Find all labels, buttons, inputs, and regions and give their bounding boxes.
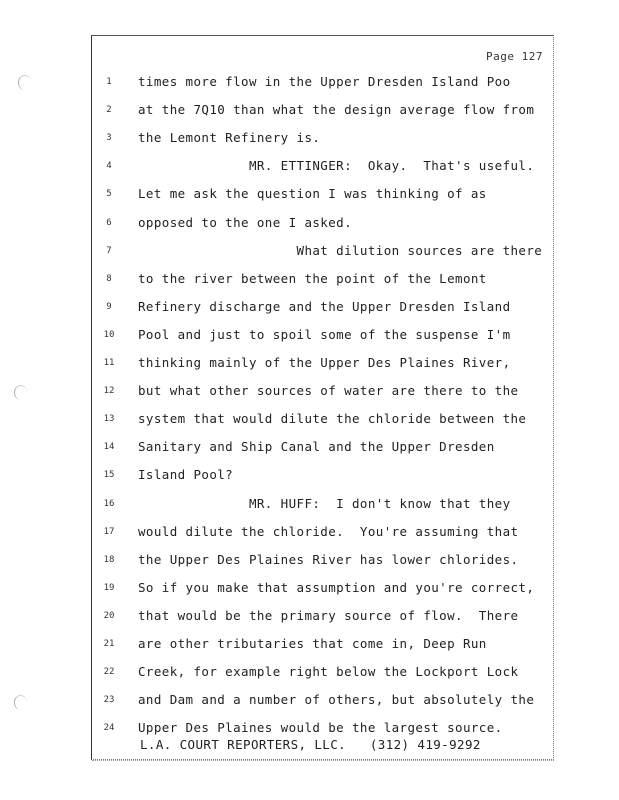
line-number: 3: [106, 133, 112, 144]
line-text: So if you make that assumption and you're correct,: [138, 579, 535, 595]
page-edge: [92, 760, 554, 764]
transcript-line: [92, 580, 555, 600]
line-number: 1: [106, 77, 112, 87]
line-number: 21: [103, 639, 115, 649]
transcript-line: [92, 102, 555, 122]
line-number: 23: [103, 695, 115, 706]
line-text: would dilute the chloride. You're assuming that: [138, 523, 519, 539]
line-text: Refinery discharge and the Upper Dresden Island: [138, 298, 511, 314]
punch-hole-top: [18, 75, 31, 90]
line-number: 4: [106, 161, 112, 172]
transcript-line: [92, 552, 555, 572]
line-text: the Upper Des Plaines River has lower chlorides.: [138, 551, 519, 567]
line-text: times more flow in the Upper Dresden Island Poo: [138, 74, 511, 89]
line-text: What dilution sources are there: [138, 242, 543, 258]
line-text: are other tributaries that come in, Deep Run: [138, 636, 487, 651]
line-number: 19: [103, 582, 115, 593]
line-number: 2: [106, 105, 112, 116]
line-text: thinking mainly of the Upper Des Plaines River,: [138, 355, 511, 370]
transcript-line: [92, 496, 555, 516]
line-number: 16: [103, 498, 115, 509]
transcript-line: [92, 467, 555, 487]
line-text: but what other sources of water are there to the: [138, 383, 519, 399]
reporter-footer: L.A. COURT REPORTERS, LLC. (312) 419-9292: [140, 737, 481, 752]
line-number: 8: [106, 273, 112, 284]
line-text: Upper Des Plaines would be the largest source.: [138, 720, 503, 736]
line-number: 20: [103, 610, 115, 621]
transcript-line: [92, 355, 555, 375]
line-number: 18: [103, 554, 115, 565]
line-number: 7: [106, 245, 112, 256]
line-text: Creek, for example right below the Lockport Lock: [138, 664, 519, 680]
page-number: Page 127: [486, 50, 543, 63]
transcript-line: [92, 383, 555, 403]
line-number: 11: [103, 358, 115, 368]
line-text: at the 7Q10 than what the design average flow from: [138, 102, 535, 118]
transcript-line: [92, 186, 555, 206]
punch-hole-middle: [14, 385, 27, 400]
line-number: 12: [103, 386, 115, 397]
line-text: opposed to the one I asked.: [138, 214, 352, 230]
transcript-line: [92, 524, 555, 544]
transcript-line: [92, 692, 555, 712]
transcript-line: [92, 158, 555, 178]
line-text: that would be the primary source of flow. There: [138, 607, 519, 623]
line-text: Island Pool?: [138, 467, 234, 483]
line-number: 13: [103, 414, 115, 425]
line-text: Pool and just to spoil some of the suspense I'm: [138, 326, 511, 342]
line-number: 17: [103, 526, 115, 537]
transcript-line: [92, 327, 555, 347]
line-text: to the river between the point of the Lemont: [138, 270, 487, 286]
transcript-line: [92, 74, 555, 94]
line-number: 5: [106, 189, 112, 200]
line-number: 15: [103, 470, 115, 481]
line-text: Let me ask the question I was thinking of as: [138, 186, 487, 202]
line-text: system that would dilute the chloride between the: [138, 411, 527, 427]
line-text: and Dam and a number of others, but absolutely the: [138, 692, 535, 708]
line-number: 9: [106, 301, 112, 312]
transcript-line: [92, 664, 555, 684]
line-number: 6: [106, 217, 112, 228]
line-number: 10: [103, 329, 115, 340]
line-text: MR. HUFF: I don't know that they: [138, 495, 511, 511]
line-number: 24: [103, 723, 115, 734]
transcript-page: [91, 35, 554, 760]
transcript-line: [92, 636, 555, 656]
transcript-line: [92, 411, 555, 431]
transcript-line: [92, 243, 555, 263]
transcript-line: [92, 130, 555, 150]
line-text: MR. ETTINGER: Okay. That's useful.: [138, 158, 535, 174]
transcript-line: [92, 215, 555, 235]
punch-hole-bottom: [14, 695, 27, 710]
line-number: 14: [103, 442, 115, 453]
transcript-line: [92, 439, 555, 459]
line-text: Sanitary and Ship Canal and the Upper Dresden: [138, 439, 495, 455]
transcript-line: [92, 271, 555, 291]
transcript-line: [92, 608, 555, 628]
line-text: the Lemont Refinery is.: [138, 130, 321, 146]
transcript-line: [92, 299, 555, 319]
line-number: 22: [103, 667, 115, 678]
